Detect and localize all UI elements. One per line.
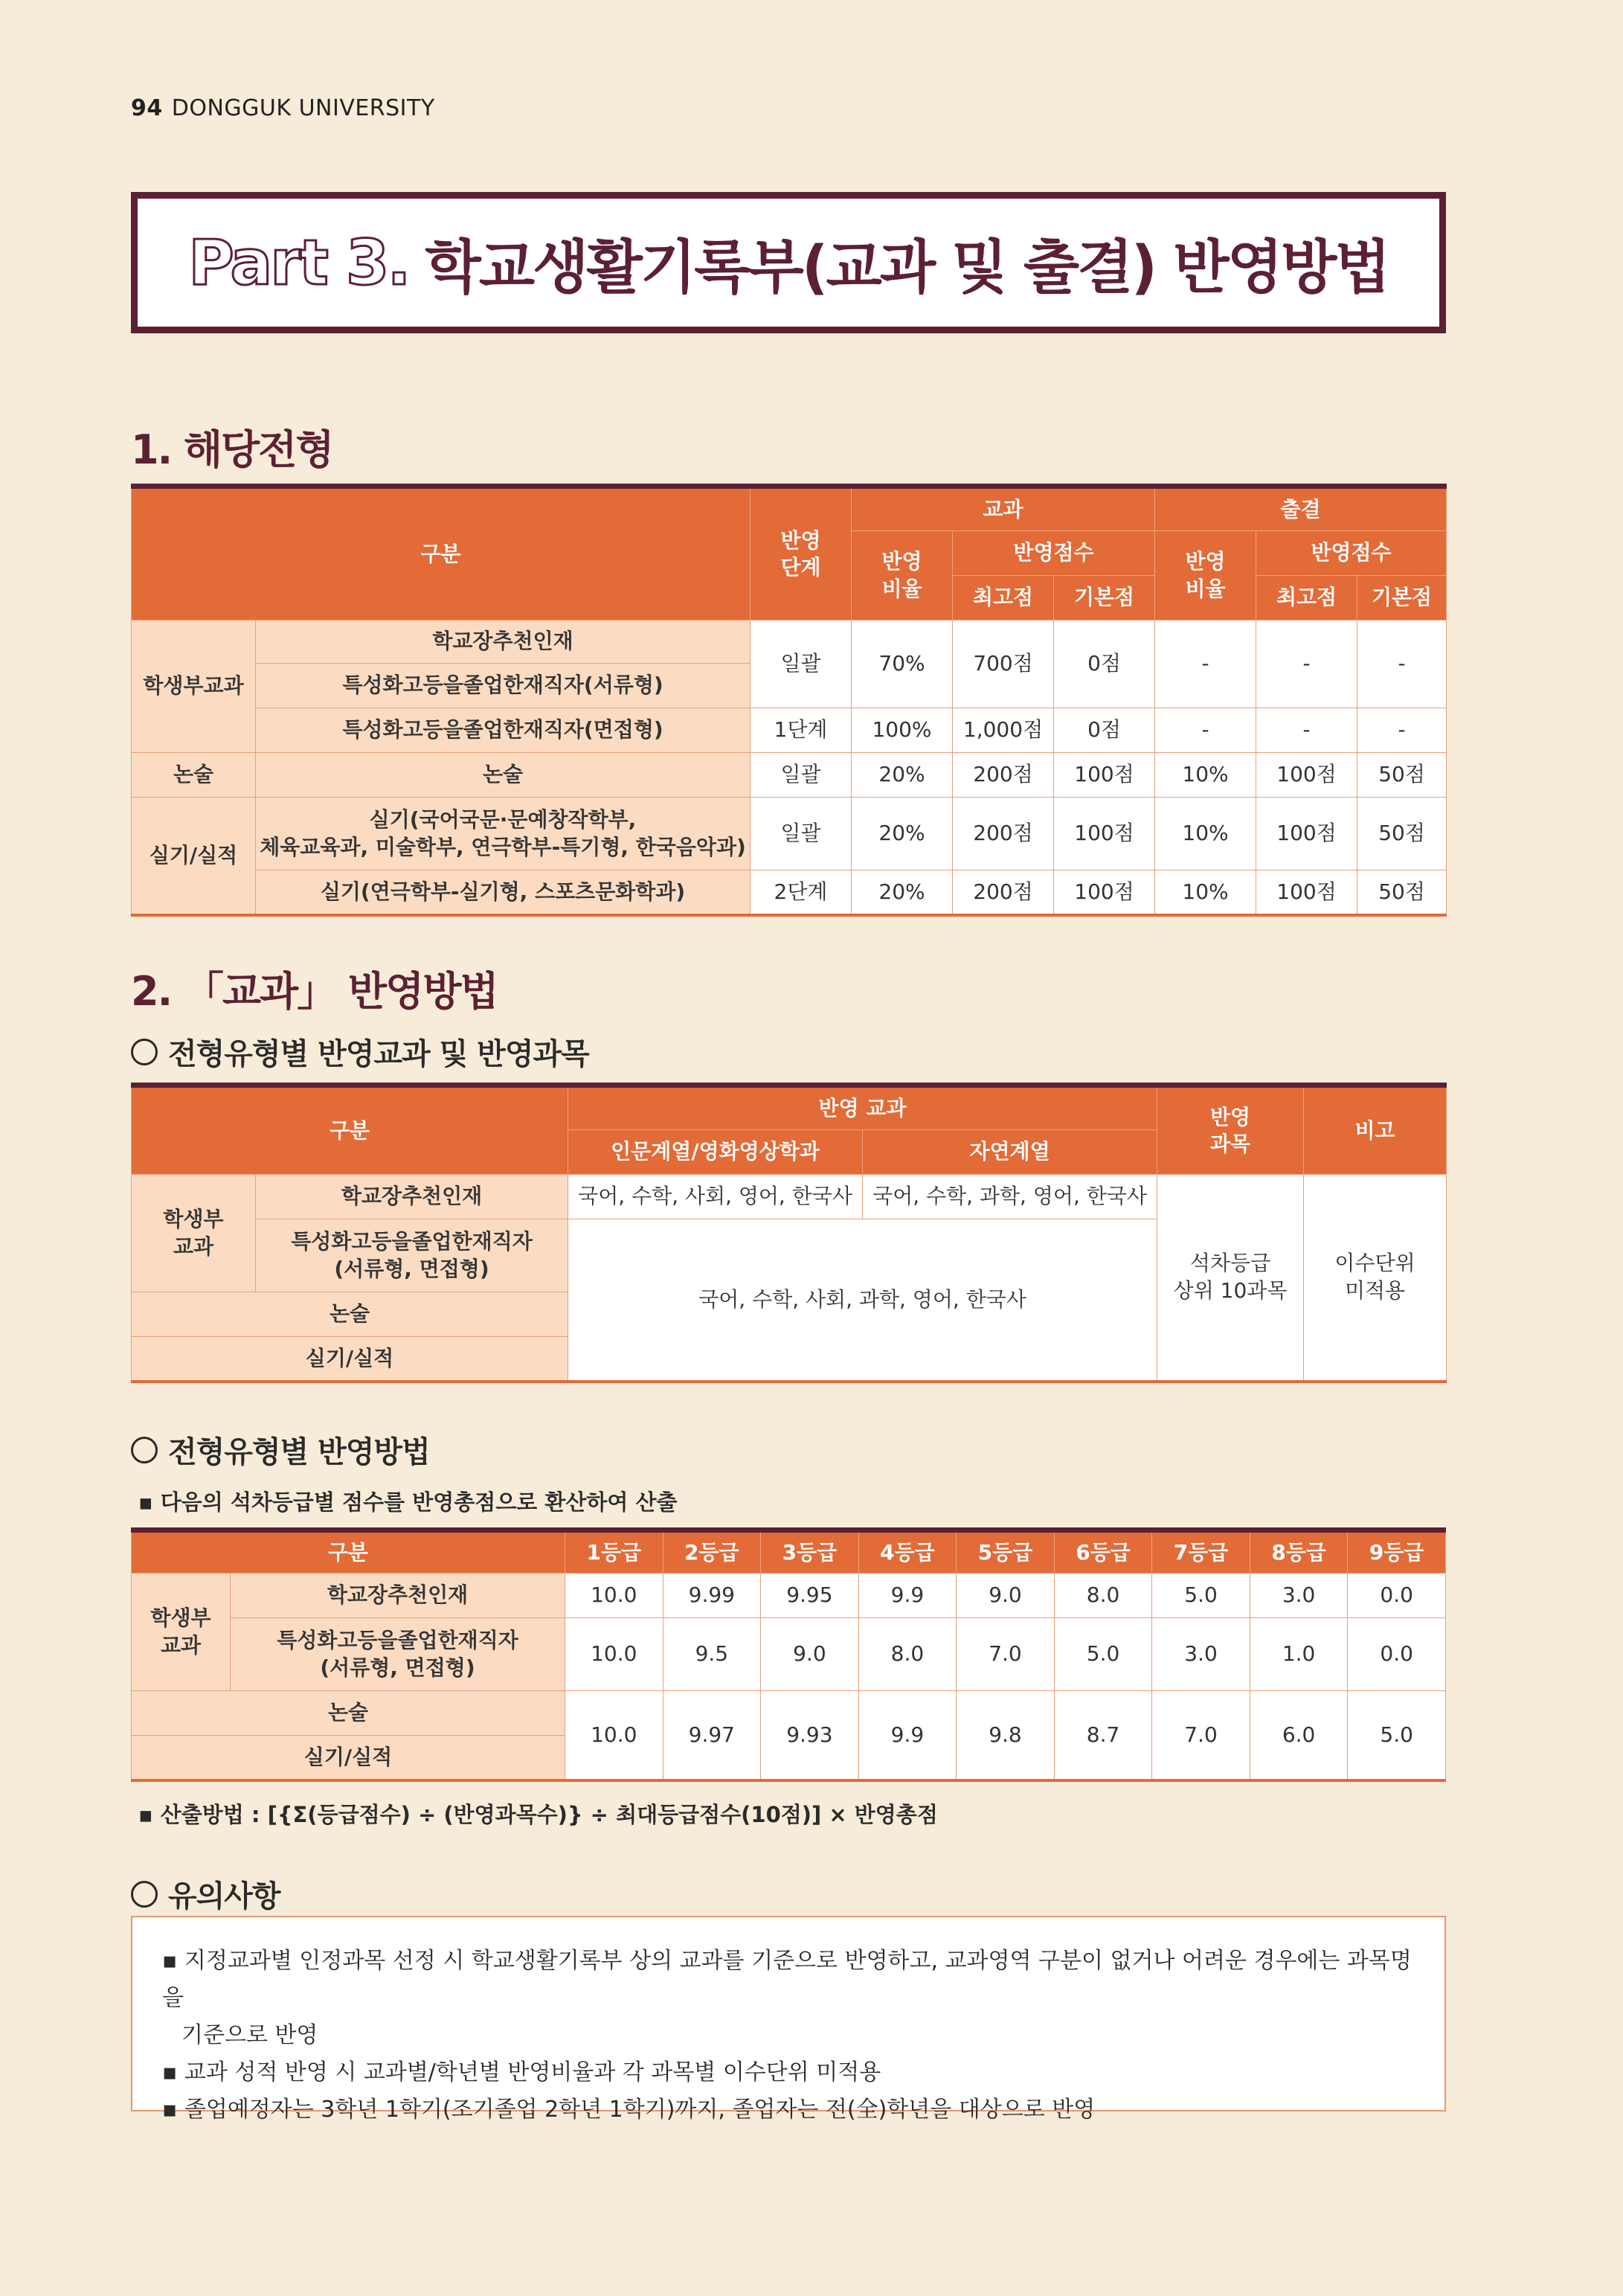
page-number: 94 bbox=[131, 95, 163, 121]
score-cell: 7.0 bbox=[1152, 1691, 1250, 1780]
stage-cell: 일괄 bbox=[751, 621, 852, 708]
subject-max-cell: 200점 bbox=[953, 798, 1054, 870]
stage-cell: 1단계 bbox=[751, 708, 852, 753]
score-cell: 9.93 bbox=[761, 1691, 859, 1780]
score-cell: 8.7 bbox=[1054, 1691, 1152, 1780]
common-subjects: 국어, 수학, 사회, 과학, 영어, 한국사 bbox=[568, 1219, 1157, 1382]
header-subject-max: 최고점 bbox=[953, 576, 1054, 621]
score-cell: 5.0 bbox=[1152, 1574, 1250, 1618]
group-label: 학생부 교과 bbox=[132, 1574, 231, 1691]
score-cell: 9.0 bbox=[761, 1618, 859, 1691]
subject-base-cell: 0점 bbox=[1054, 708, 1155, 753]
subsection-title: 전형유형별 반영방법 bbox=[168, 1435, 430, 1469]
score-cell: 0.0 bbox=[1348, 1618, 1446, 1691]
group-label: 학생부 교과 bbox=[132, 1175, 256, 1292]
row-name: 학교장추천인재 bbox=[256, 621, 751, 664]
attendance-ratio-cell: 10% bbox=[1155, 798, 1256, 870]
attendance-base-cell: 50점 bbox=[1357, 753, 1447, 798]
subject-ratio-cell: 100% bbox=[852, 708, 953, 753]
grade-header: 8등급 bbox=[1250, 1530, 1348, 1574]
score-cell: 5.0 bbox=[1348, 1691, 1446, 1780]
section1-heading: 1. 해당전형 bbox=[131, 426, 333, 473]
attendance-ratio-cell: 10% bbox=[1155, 870, 1256, 915]
subsection-title: 전형유형별 반영교과 및 반영과목 bbox=[168, 1037, 589, 1071]
attendance-max-cell: 100점 bbox=[1256, 870, 1357, 915]
score-cell: 9.99 bbox=[663, 1574, 761, 1618]
score-cell: 8.0 bbox=[858, 1618, 957, 1691]
row-name: 실기/실적 bbox=[132, 1736, 565, 1780]
grade-header: 1등급 bbox=[565, 1530, 663, 1574]
subject-max-cell: 700점 bbox=[953, 621, 1054, 708]
header-humanities: 인문계열/영화영상학과 bbox=[568, 1130, 863, 1175]
score-cell: 0.0 bbox=[1348, 1574, 1446, 1618]
attendance-ratio-cell: - bbox=[1155, 708, 1256, 753]
row-name: 실기(국어국문·문예창작학부, 체육교육과, 미술학부, 연극학부-특기형, 한국음악과) bbox=[256, 798, 751, 870]
caution-item: ▪ 졸업예정자는 3학년 1학기(조기졸업 2학년 1학기)까지, 졸업자는 전(全)학년을 대상으로 반영 bbox=[162, 2097, 1096, 2123]
natural-subjects: 국어, 수학, 과학, 영어, 한국사 bbox=[863, 1175, 1157, 1219]
attendance-ratio-cell: - bbox=[1155, 621, 1256, 708]
caution-box bbox=[131, 1916, 1446, 2123]
score-cell: 7.0 bbox=[957, 1618, 1055, 1691]
score-cell: 10.0 bbox=[565, 1618, 663, 1691]
grade-header: 7등급 bbox=[1152, 1530, 1250, 1574]
subsection-heading bbox=[131, 1030, 589, 1073]
group-label: 학생부교과 bbox=[132, 621, 256, 753]
score-cell: 10.0 bbox=[565, 1574, 663, 1618]
header-gubun: 구분 bbox=[132, 487, 751, 621]
caution-item-continued: 기준으로 반영 bbox=[181, 2022, 318, 2048]
calculation-note: ▪ 다음의 석차등급별 점수를 반영총점으로 환산하여 산출 bbox=[138, 1489, 678, 1515]
row-name: 실기/실적 bbox=[132, 1337, 568, 1382]
group-label: 실기/실적 bbox=[132, 798, 256, 915]
attendance-max-cell: - bbox=[1256, 621, 1357, 708]
subject-ratio-cell: 20% bbox=[852, 753, 953, 798]
subsection-heading bbox=[131, 1428, 430, 1471]
subjects-table bbox=[131, 1083, 1447, 1383]
row-name: 특성화고등을졸업한재직자 (서류형, 면접형) bbox=[231, 1618, 565, 1691]
title-text: 학교생활기록부(교과 및 출결) 반영방법 bbox=[425, 234, 1389, 301]
header-attendance-score: 반영점수 bbox=[1256, 531, 1447, 576]
score-cell: 9.0 bbox=[957, 1574, 1055, 1618]
header-subjects: 반영 교과 bbox=[568, 1086, 1157, 1130]
header-subject-ratio: 반영 비율 bbox=[852, 531, 953, 621]
row-name: 학교장추천인재 bbox=[256, 1175, 568, 1219]
header-courses: 반영 과목 bbox=[1157, 1086, 1304, 1175]
grade-header: 4등급 bbox=[858, 1530, 957, 1574]
attendance-base-cell: - bbox=[1357, 708, 1447, 753]
subject-base-cell: 100점 bbox=[1054, 753, 1155, 798]
header-subject-score: 반영점수 bbox=[953, 531, 1155, 576]
score-cell: 9.97 bbox=[663, 1691, 761, 1780]
group-label: 논술 bbox=[132, 753, 256, 798]
score-cell: 9.9 bbox=[858, 1574, 957, 1618]
attendance-max-cell: 100점 bbox=[1256, 798, 1357, 870]
header-natural: 자연계열 bbox=[863, 1130, 1157, 1175]
page-header bbox=[131, 95, 435, 121]
row-name: 논술 bbox=[256, 753, 751, 798]
row-name: 논술 bbox=[132, 1691, 565, 1736]
subject-base-cell: 100점 bbox=[1054, 798, 1155, 870]
header-attendance-ratio: 반영 비율 bbox=[1155, 531, 1256, 621]
header-subject-base: 기본점 bbox=[1054, 576, 1155, 621]
score-cell: 9.8 bbox=[957, 1691, 1055, 1780]
grade-header: 6등급 bbox=[1054, 1530, 1152, 1574]
score-cell: 1.0 bbox=[1250, 1618, 1348, 1691]
circle-bullet-icon bbox=[131, 1881, 158, 1908]
grade-header: 9등급 bbox=[1348, 1530, 1446, 1574]
row-name: 특성화고등을졸업한재직자(면접형) bbox=[256, 708, 751, 753]
row-name: 실기(연극학부-실기형, 스포츠문화학과) bbox=[256, 870, 751, 915]
row-name: 논술 bbox=[132, 1292, 568, 1337]
section2-heading: 2. 「교과」 반영방법 bbox=[131, 968, 498, 1015]
subject-ratio-cell: 20% bbox=[852, 870, 953, 915]
header-gubun: 구분 bbox=[132, 1086, 568, 1175]
score-cell: 9.95 bbox=[761, 1574, 859, 1618]
circle-bullet-icon bbox=[131, 1039, 158, 1065]
row-name: 특성화고등을졸업한재직자(서류형) bbox=[256, 664, 751, 708]
attendance-base-cell: - bbox=[1357, 621, 1447, 708]
attendance-base-cell: 50점 bbox=[1357, 870, 1447, 915]
header-note: 비고 bbox=[1304, 1086, 1447, 1175]
stage-cell: 2단계 bbox=[751, 870, 852, 915]
score-cell: 6.0 bbox=[1250, 1691, 1348, 1780]
subject-ratio-cell: 20% bbox=[852, 798, 953, 870]
score-cell: 8.0 bbox=[1054, 1574, 1152, 1618]
stage-cell: 일괄 bbox=[751, 798, 852, 870]
subject-ratio-cell: 70% bbox=[852, 621, 953, 708]
header-gubun: 구분 bbox=[132, 1530, 565, 1574]
grade-header: 3등급 bbox=[761, 1530, 859, 1574]
part-label: Part 3. bbox=[188, 226, 409, 299]
score-cell: 9.5 bbox=[663, 1618, 761, 1691]
target-admissions-table bbox=[131, 484, 1447, 917]
caution-item: ▪ 교과 성적 반영 시 교과별/학년별 반영비율과 각 과목별 이수단위 미적용 bbox=[162, 2059, 881, 2085]
score-cell: 10.0 bbox=[565, 1691, 663, 1780]
subsection-heading bbox=[131, 1873, 280, 1915]
header-attendance: 출결 bbox=[1155, 487, 1447, 531]
page-title bbox=[131, 192, 1446, 333]
courses-cell: 석차등급 상위 10과목 bbox=[1157, 1175, 1304, 1382]
header-attendance-max: 최고점 bbox=[1256, 576, 1357, 621]
university-name: DONGGUK UNIVERSITY bbox=[171, 95, 435, 121]
attendance-base-cell: 50점 bbox=[1357, 798, 1447, 870]
subsection-title: 유의사항 bbox=[168, 1879, 280, 1914]
circle-bullet-icon bbox=[131, 1437, 158, 1463]
subject-base-cell: 100점 bbox=[1054, 870, 1155, 915]
subject-max-cell: 1,000점 bbox=[953, 708, 1054, 753]
row-name: 학교장추천인재 bbox=[231, 1574, 565, 1618]
header-stage: 반영 단계 bbox=[751, 487, 852, 621]
subject-max-cell: 200점 bbox=[953, 870, 1054, 915]
grade-header: 5등급 bbox=[957, 1530, 1055, 1574]
grade-score-table bbox=[131, 1527, 1446, 1782]
header-attendance-base: 기본점 bbox=[1357, 576, 1447, 621]
attendance-ratio-cell: 10% bbox=[1155, 753, 1256, 798]
grade-header: 2등급 bbox=[663, 1530, 761, 1574]
score-cell: 5.0 bbox=[1054, 1618, 1152, 1691]
score-cell: 3.0 bbox=[1152, 1618, 1250, 1691]
subject-max-cell: 200점 bbox=[953, 753, 1054, 798]
attendance-max-cell: - bbox=[1256, 708, 1357, 753]
row-name: 특성화고등을졸업한재직자 (서류형, 면접형) bbox=[256, 1219, 568, 1292]
score-cell: 9.9 bbox=[858, 1691, 957, 1780]
attendance-max-cell: 100점 bbox=[1256, 753, 1357, 798]
formula-note: ▪ 산출방법 : [{Σ(등급점수) ÷ (반영과목수)} ÷ 최대등급점수(10점)] × 반영총점 bbox=[138, 1802, 938, 1827]
subject-base-cell: 0점 bbox=[1054, 621, 1155, 708]
note-cell: 이수단위 미적용 bbox=[1304, 1175, 1447, 1382]
header-subject: 교과 bbox=[852, 487, 1155, 531]
caution-item: ▪ 지정교과별 인정과목 선정 시 학교생활기록부 상의 교과를 기준으로 반영하고, 교과영역 구분이 없거나 어려운 경우에는 과목명을 bbox=[162, 1948, 1412, 2011]
humanities-subjects: 국어, 수학, 사회, 영어, 한국사 bbox=[568, 1175, 863, 1219]
score-cell: 3.0 bbox=[1250, 1574, 1348, 1618]
stage-cell: 일괄 bbox=[751, 753, 852, 798]
